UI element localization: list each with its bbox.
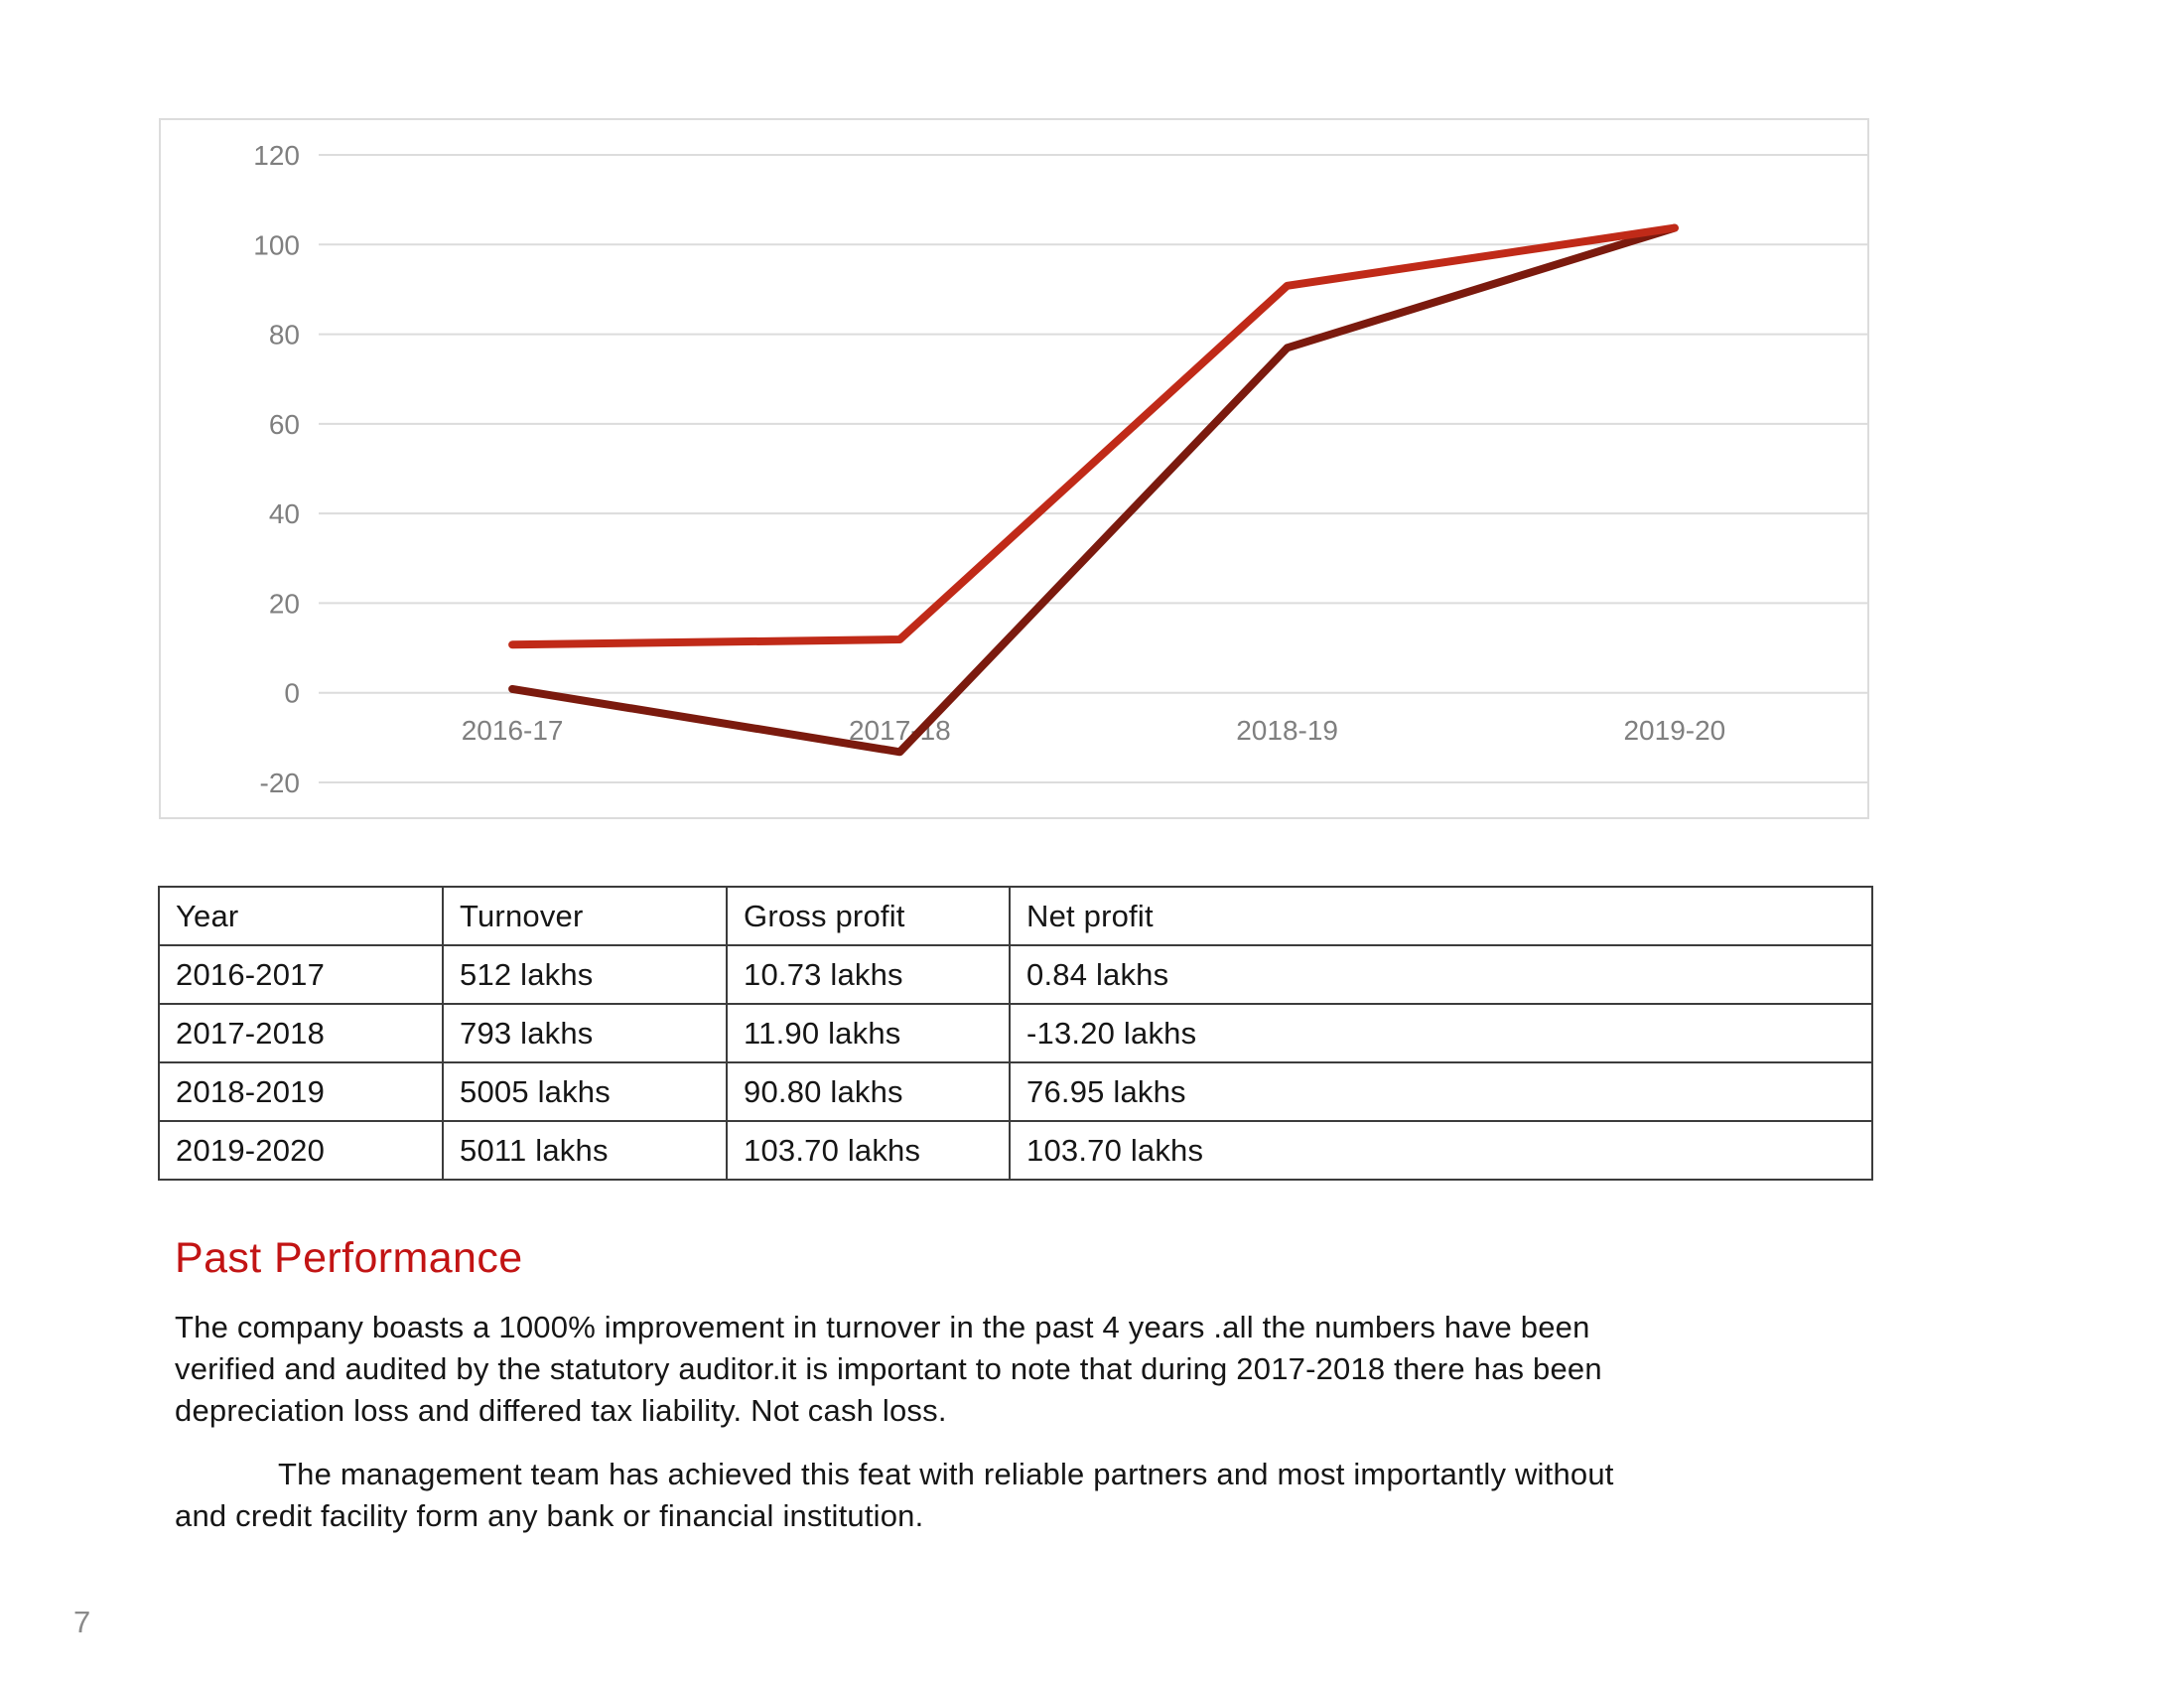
table-cell: 2019-2020 xyxy=(159,1121,443,1180)
y-tick-label: 120 xyxy=(253,140,300,171)
section-heading: Past Performance xyxy=(175,1234,523,1282)
y-tick-label: 40 xyxy=(268,498,300,530)
performance-table xyxy=(158,886,1873,1181)
table-cell: 2016-2017 xyxy=(159,945,443,1004)
page-number: 7 xyxy=(73,1605,91,1639)
table-header-cell: Year xyxy=(159,887,443,945)
table-cell: 2017-2018 xyxy=(159,1004,443,1062)
table-header-cell: Gross profit xyxy=(727,887,1010,945)
table-cell: 0.84 lakhs xyxy=(1010,945,1872,1004)
table-header-cell: Turnover xyxy=(443,887,727,945)
y-tick-label: 80 xyxy=(268,319,300,351)
table-cell: 10.73 lakhs xyxy=(727,945,1010,1004)
paragraph-2 xyxy=(175,1454,1922,1537)
x-tick-label: 2018-19 xyxy=(1236,715,1339,746)
table-row xyxy=(159,1121,1872,1180)
paragraph-line: depreciation loss and differed tax liability. Not cash loss. xyxy=(175,1393,947,1428)
x-tick-label: 2017-18 xyxy=(848,715,951,746)
table-cell: 90.80 lakhs xyxy=(727,1062,1010,1121)
table-header-cell: Net profit xyxy=(1010,887,1872,945)
x-tick-label: 2016-17 xyxy=(461,715,564,746)
paragraph-line: The management team has achieved this feat with reliable partners and most importantly without xyxy=(278,1457,1614,1491)
table-cell: 5005 lakhs xyxy=(443,1062,727,1121)
y-tick-label: 20 xyxy=(268,588,300,620)
table-cell: 103.70 lakhs xyxy=(727,1121,1010,1180)
table-row xyxy=(159,1062,1872,1121)
paragraph-line: The company boasts a 1000% improvement in turnover in the past 4 years .all the numbers have been xyxy=(175,1310,1590,1344)
y-tick-label: 0 xyxy=(284,677,300,709)
table-cell: 2018-2019 xyxy=(159,1062,443,1121)
y-tick-label: 100 xyxy=(253,229,300,261)
plot-border xyxy=(160,119,1868,818)
table-cell: 5011 lakhs xyxy=(443,1121,727,1180)
table-header-row xyxy=(159,887,1872,945)
performance-line-chart xyxy=(159,118,1869,819)
paragraph-line: and credit facility form any bank or financial institution. xyxy=(175,1498,924,1533)
table-row xyxy=(159,945,1872,1004)
y-tick-label: 60 xyxy=(268,408,300,440)
table-cell: 793 lakhs xyxy=(443,1004,727,1062)
paragraph-line: verified and audited by the statutory auditor.it is important to note that during 2017-2018 there has been xyxy=(175,1351,1602,1386)
y-tick-label: -20 xyxy=(259,768,300,798)
x-tick-label: 2019-20 xyxy=(1623,715,1726,746)
table-cell: 512 lakhs xyxy=(443,945,727,1004)
table-cell: 103.70 lakhs xyxy=(1010,1121,1872,1180)
table-row xyxy=(159,1004,1872,1062)
table-cell: 11.90 lakhs xyxy=(727,1004,1010,1062)
table-cell: -13.20 lakhs xyxy=(1010,1004,1872,1062)
chart-panel xyxy=(159,118,1869,819)
table-cell: 76.95 lakhs xyxy=(1010,1062,1872,1121)
paragraph-1 xyxy=(175,1307,1922,1432)
